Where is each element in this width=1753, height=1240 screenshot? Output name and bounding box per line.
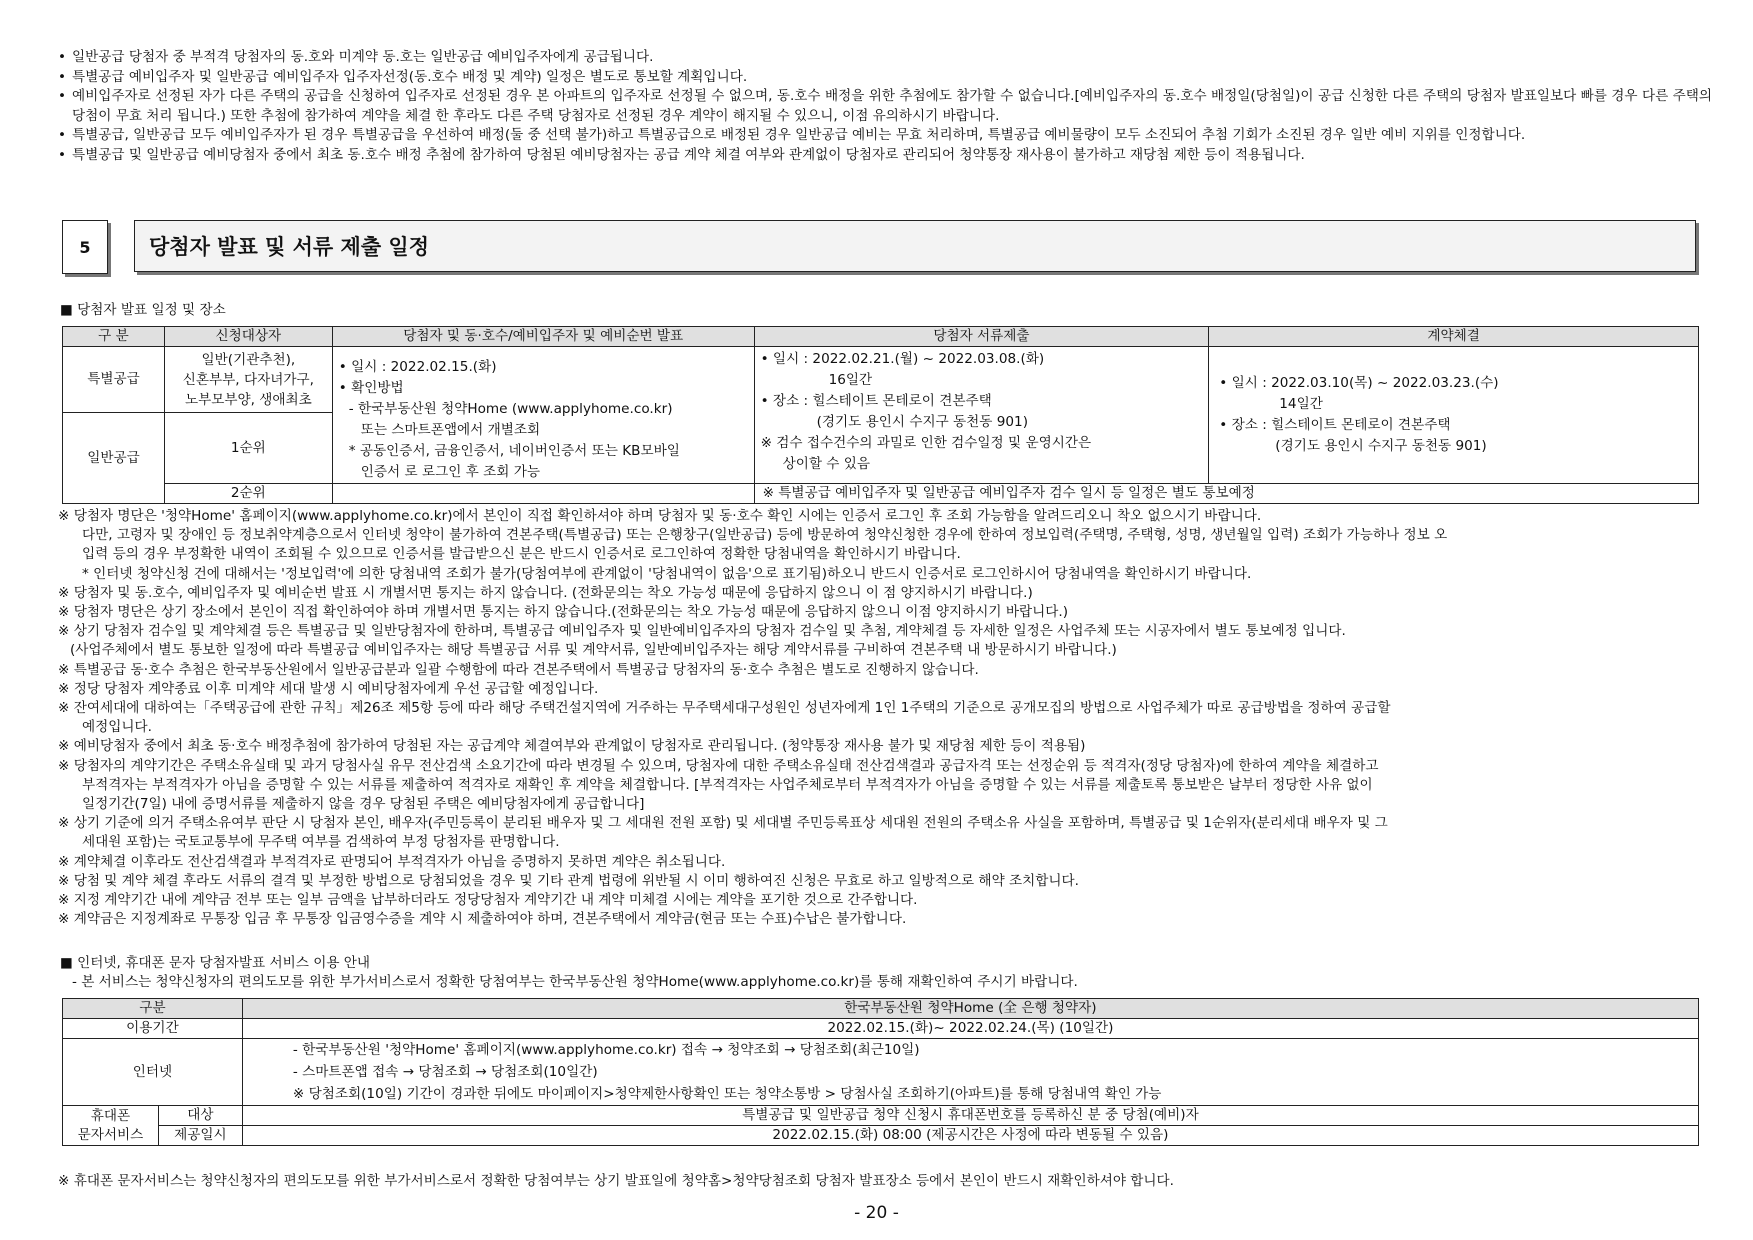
internet-line2: - 스마트폰앱 접속 → 당첨조회 → 당첨조회(10일간) xyxy=(292,1064,598,1080)
schedule-header-row xyxy=(63,327,1699,347)
notes-block xyxy=(58,507,1708,929)
announce-line2: 또는 스마트폰앱에서 개별조회 xyxy=(360,422,541,438)
note-4: * 인터넷 청약신청 건에 대해서는 '정보입력'에 의한 당첨내역 조회가 불가(당첨여부에 관계없이 '당첨내역이 없음'으로 표기됨)하오니 반드시 인증서로 로그인하시어 당첨내역을 확인하시기 바랍니다. xyxy=(82,565,1252,582)
col-target: 신청대상자 xyxy=(164,327,332,347)
note-1: ※ 당첨자 명단은 '청약Home' 홈페이지(www.applyhome.co.kr)에서 본인이 직접 확인하셔야 하며 당첨자 및 동·호수 확인 시에는 인증서 로그인 후 조회 가능함을 알려드리오니 착오 없으시기 바랍니다. xyxy=(58,508,1262,524)
note-22: ※ 계약금은 지정계좌로 무통장 입금 후 무통장 입금영수증을 계약 시 제출하여야 하며, 견본주택에서 계약금(현금 또는 수표)수납은 불가합니다. xyxy=(58,911,907,928)
period-value: 2022.02.15.(화)~ 2022.02.24.(목) (10일간) xyxy=(242,1019,1698,1039)
general-first: 1순위 xyxy=(164,413,332,484)
note-15: 부적격자는 부적격자가 아님을 증명할 수 있는 서류를 제출하여 적격자로 재확인 후 계약을 체결합니다. [부적격자는 사업주체로부터 부적격자가 아님을 증명할 수 있는 서류를 제출토록 통보받은 날부터 정당한 사유 없이 xyxy=(82,776,1373,793)
announce-date: • 일시 : 2022.02.15.(화) xyxy=(338,359,497,375)
section-number: 5 xyxy=(62,220,108,274)
contract-days: 14일간 xyxy=(1279,396,1323,412)
service-col-head1: 구분 xyxy=(63,999,243,1019)
announce-line4: 인증서 로 로그인 후 조회 가능 xyxy=(360,464,540,480)
general-label: 일반공급 xyxy=(63,413,165,504)
bullet-4: • 특별공급, 일반공급 모두 예비입주자가 된 경우 특별공급을 우선하여 배정(둘 중 선택 불가)하고 특별공급으로 배정된 경우 일반공급 예비는 무효 처리하며, 특별공급 예비물량이 모두 소진되어 추첨 기회가 소진된 경우 일반 예비 지위를 인정합니다. xyxy=(58,126,1698,146)
col-contract: 계약체결 xyxy=(1209,327,1699,347)
top-bullets xyxy=(58,48,1712,165)
docs-place: • 장소 : 힐스테이트 몬테로이 견본주택 xyxy=(760,393,992,409)
note-10: ※ 정당 당첨자 계약종료 이후 미계약 세대 발생 시 예비당첨자에게 우선 공급할 예정입니다. xyxy=(58,680,599,697)
note-12: 예정입니다. xyxy=(82,719,152,736)
internet-line3: ※ 당첨조회(10일) 기간이 경과한 뒤에도 마이페이지>청약제한사항확인 또는 청약소통방 > 당첨사실 조회하기(아파트)를 통해 당첨내역 확인 가능 xyxy=(292,1086,1162,1102)
contract-addr: (경기도 용인시 수지구 동천동 901) xyxy=(1275,438,1487,454)
note-9: ※ 특별공급 동·호수 추첨은 한국부동산원에서 일반공급분과 일괄 수행함에 따라 견본주택에서 특별공급 당첨자의 동·호수 추첨은 별도로 진행하지 않습니다. xyxy=(58,661,979,678)
note-5: ※ 당첨자 및 동.호수, 예비입주자 및 예비순번 발표 시 개별서면 통지는 하지 않습니다. (전화문의는 착오 가능성 때문에 응답하지 않으니 이 점 양지하시기 바랍니다.) xyxy=(58,584,1033,601)
service-intro: - 본 서비스는 청약신청자의 편의도모를 위한 부가서비스로서 정확한 당첨여부는 한국부동산원 청약Home(www.applyhome.co.kr)를 통해 재확인하여 주시기 바랍니다. xyxy=(72,974,1078,990)
service-heading: ■ 인터넷, 휴대폰 문자 당첨자발표 서비스 이용 안내 xyxy=(60,955,371,971)
docs-date: • 일시 : 2022.02.21.(월) ~ 2022.03.08.(화) xyxy=(760,351,1045,367)
announce-empty xyxy=(332,484,754,504)
section-header xyxy=(62,220,1699,276)
docs-days: 16일간 xyxy=(828,372,873,388)
note-17: ※ 상기 기준에 의거 주택소유여부 판단 시 당첨자 본인, 배우자(주민등록이 분리된 배우자 및 그 세대원 전원 포함) 및 세대별 주민등록표상 세대원 전원의 주택소유 사실을 포함하며, 특별공급 및 1순위자(분리세대 배우자 및 그 xyxy=(58,815,1388,832)
col-announce: 당첨자 및 동·호수/예비입주자 및 예비순번 발표 xyxy=(332,327,754,347)
note-6: ※ 당첨자 명단은 상기 장소에서 본인이 직접 확인하여야 하며 개별서면 통지는 하지 않습니다.(전화문의는 착오 가능성 때문에 응답하지 않으니 이점 양지하시기 바랍니다.) xyxy=(58,604,1069,621)
note-11: ※ 잔여세대에 대하여는「주택공급에 관한 규칙」제26조 제5항 등에 따라 해당 주택건설지역에 거주하는 무주택세대구성원인 성년자에게 1인 1주택의 기준으로 공개모집의 방법으로 사업주체가 따로 공급방법을 정하여 공급할 xyxy=(58,700,1391,717)
bottom-note: ※ 특별공급 예비입주자 및 일반공급 예비입주자 검수 일시 등 일정은 별도 통보예정 xyxy=(754,484,1698,504)
target-label: 대상 xyxy=(158,1106,242,1126)
announce-line3: * 공동인증서, 금융인증서, 네이버인증서 또는 KB모바일 xyxy=(348,443,680,459)
internet-cell xyxy=(242,1039,1698,1106)
page-number: - 20 - xyxy=(854,1203,899,1223)
service-table xyxy=(62,998,1699,1146)
bullet-5: • 특별공급 및 일반공급 예비당첨자 중에서 최초 동.호수 배정 추첨에 참가하여 당첨된 예비당첨자는 공급 계약 체결 여부와 관계없이 당첨자로 관리되어 청약통장 재사용이 불가하고 재당첨 제한 등이 적용됩니다. xyxy=(58,146,1698,166)
schedule-heading: ■ 당첨자 발표 일정 및 장소 xyxy=(60,302,226,318)
note-20: ※ 당첨 및 계약 체결 후라도 서류의 결격 및 부정한 방법으로 당첨되었을 경우 및 기타 관계 법령에 위반될 시 이미 행하여진 신청은 무효로 하고 일방적으로 해약 조치합니다. xyxy=(58,872,1079,889)
contract-date: • 일시 : 2022.03.10(목) ~ 2022.03.23.(수) xyxy=(1219,375,1499,391)
note-21: ※ 지정 계약기간 내에 계약금 전부 또는 일부 금액을 납부하더라도 정당당첨자 계약기간 내 계약 미체결 시에는 계약을 포기한 것으로 간주합니다. xyxy=(58,892,918,909)
docs-cell xyxy=(754,347,1209,484)
col-docs: 당첨자 서류제출 xyxy=(754,327,1209,347)
docs-addr: (경기도 용인시 수지구 동천동 901) xyxy=(816,414,1029,430)
general-second: 2순위 xyxy=(164,484,332,504)
internet-label: 인터넷 xyxy=(63,1039,243,1106)
time-value: 2022.02.15.(화) 08:00 (제공시간은 사정에 따라 변동될 수 있음) xyxy=(242,1126,1698,1146)
final-note: ※ 휴대폰 문자서비스는 청약신청자의 편의도모를 위한 부가서비스로서 정확한 당첨여부는 상기 발표일에 청약홈>청약당첨조회 당첨자 발표장소 등에서 본인이 반드시 재확인하셔야 합니다. xyxy=(58,1173,1175,1189)
service-col-head2: 한국부동산원 청약Home (全 은행 청약자) xyxy=(242,999,1698,1019)
col-category: 구 분 xyxy=(63,327,165,347)
schedule-table xyxy=(62,326,1699,504)
announce-method: • 확인방법 xyxy=(338,380,404,396)
note-13: ※ 예비당첨자 중에서 최초 동·호수 배정추첨에 참가하여 당첨된 자는 공급계약 체결여부와 관계없이 당첨자로 관리됩니다. (청약통장 재사용 불가 및 재당첨 제한 등이 적용됨) xyxy=(58,738,1086,755)
bullet-1: • 일반공급 당첨자 중 부적격 당첨자의 동.호와 미계약 동.호는 일반공급 예비입주자에게 공급됩니다. xyxy=(58,48,1698,68)
sms-label: 휴대폰 문자서비스 xyxy=(63,1106,159,1146)
internet-line1: - 한국부동산원 '청약Home' 홈페이지(www.applyhome.co.kr) 접속 → 청약조회 → 당첨조회(최근10일) xyxy=(292,1042,920,1058)
note-16: 일정기간(7일) 내에 증명서류를 제출하지 않을 경우 당첨된 주택은 예비당첨자에게 공급합니다] xyxy=(82,796,645,813)
time-label: 제공일시 xyxy=(158,1126,242,1146)
contract-place: • 장소 : 힐스테이트 몬테로이 견본주택 xyxy=(1219,417,1451,433)
special-target: 일반(기관추천), 신혼부부, 다자녀가구, 노부모부양, 생애최초 xyxy=(164,347,332,413)
note-2: 다만, 고령자 및 장애인 등 정보취약계층으로서 인터넷 청약이 불가하여 견본주택(특별공급) 또는 은행창구(일반공급) 등에 방문하여 청약신청한 경우에 한하여 정보입력(주택명, 주택형, 성명, 생년월일 입력) 조회가 가능하나 정보 오 xyxy=(82,527,1448,544)
contract-cell xyxy=(1209,347,1699,484)
note-7: ※ 상기 당첨자 검수일 및 계약체결 등은 특별공급 및 일반당첨자에 한하며, 특별공급 예비입주자 및 일반예비입주자의 당첨자 검수일 및 추첨, 계약체결 등 자세한 일정은 사업주체 또는 시공자에서 별도 통보예정 입니다. xyxy=(58,623,1346,640)
note-3: 입력 등의 경우 부정확한 내역이 조회될 수 있으므로 인증서를 발급받으신 분은 반드시 인증서로 로그인하여 정확한 당첨내역을 확인하시기 바랍니다. xyxy=(82,546,961,563)
note-14: ※ 당첨자의 계약기간은 주택소유실태 및 과거 당첨사실 유무 전산검색 소요기간에 따라 변경될 수 있으며, 당첨자에 대한 주택소유실태 전산검색결과 공급자격 또는 선정순위 등 적격자(정당 당첨자)에 한하여 계약을 체결하고 xyxy=(58,757,1379,774)
section-title: 당첨자 발표 및 서류 제출 일정 xyxy=(134,220,1696,272)
bullet-2: • 특별공급 예비입주자 및 일반공급 예비입주자 입주자선정(동.호수 배정 및 계약) 일정은 별도로 통보할 계획입니다. xyxy=(58,68,1698,88)
note-19: ※ 계약체결 이후라도 전산검색결과 부적격자로 판명되어 부적격자가 아님을 증명하지 못하면 계약은 취소됩니다. xyxy=(58,853,726,870)
announce-cell xyxy=(332,347,754,484)
docs-note2: 상이할 수 있음 xyxy=(782,456,871,472)
announce-line1: - 한국부동산원 청약Home (www.applyhome.co.kr) xyxy=(348,401,673,417)
bullet-3: • 예비입주자로 선정된 자가 다른 주택의 공급을 신청하여 입주자로 선정된 경우 본 아파트의 입주자로 선정될 수 없으며, 동.호수 배정을 위한 추첨에도 참가할 수 없습니다.[예비입주자의 동.호수 배정일(당첨일)이 공급 신청한 다른 주택의 당첨자 발표일보다 빠를 경우 다른 주택의 당첨이 무효 처리 됩니다.) 또한 추첨에 참가하여 계약을 체결 한 후라도 다른 주택 당첨자로 선정된 경우 계약이 해지될 수 있으니, 이점 유의하시기 바랍니다. xyxy=(58,87,1712,126)
special-label: 특별공급 xyxy=(63,347,165,413)
target-value: 특별공급 및 일반공급 청약 신청시 휴대폰번호를 등록하신 분 중 당첨(예비)자 xyxy=(242,1106,1698,1126)
docs-note: ※ 검수 접수건수의 과밀로 인한 검수일정 및 운영시간은 xyxy=(760,435,1092,451)
period-label: 이용기간 xyxy=(63,1019,243,1039)
note-8: (사업주체에서 별도 통보한 일정에 따라 특별공급 예비입주자는 해당 특별공급 서류 및 계약서류, 일반예비입주자는 해당 계약서류를 구비하여 견본주택 내 방문하시기 바랍니다.) xyxy=(70,642,1117,659)
note-18: 세대원 포함)는 국토교통부에 무주택 여부를 검색하여 부정 당첨자를 판명합니다. xyxy=(82,834,560,851)
